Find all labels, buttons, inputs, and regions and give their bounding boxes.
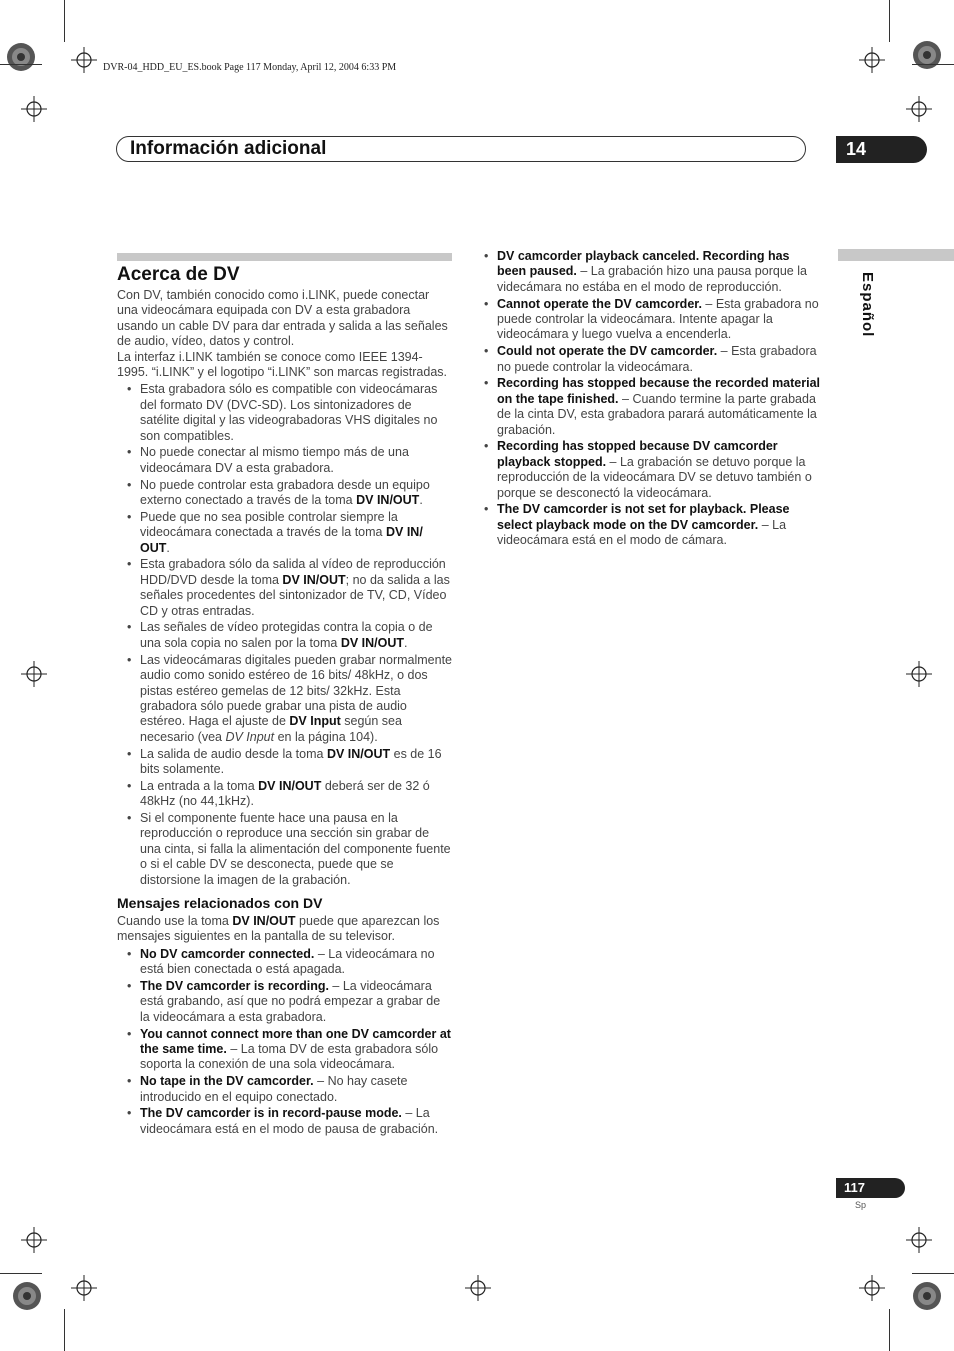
left-column <box>117 264 453 1139</box>
chapter-badge: 14 <box>836 136 927 163</box>
intro-paragraph: Con DV, también conocido como i.LINK, puede conectar una videocámara equipada con DV a esta grabadora usando un cable DV para dar entrada y salida a las señales de audio, vídeo, datos y control. <box>117 288 448 349</box>
crosshair-icon <box>71 1275 97 1301</box>
list-item: • Las videocámaras digitales pueden grabar normalmente audio como sonido estéreo de 16 bits/ 48kHz, o dos pistas estéreo gemelas de 12 bits/ 32kHz. Esta grabadora sólo puede grabar una pista de audio estéreo. Haga el ajuste de DV Input según sea necesario (vea DV Input en la página 104). <box>117 653 453 745</box>
crosshair-icon <box>71 47 97 73</box>
intro-paragraph: La interfaz i.LINK también se conoce como IEEE 1394-1995. “i.LINK” y el logotipo “i.LINK” son marcas registradas. <box>117 349 447 380</box>
trim-mark <box>912 64 954 65</box>
list-item: • La salida de audio desde la toma DV IN/OUT es de 16 bits solamente. <box>117 747 453 778</box>
subsection-title: Mensajes relacionados con DV <box>117 894 323 911</box>
page-title: Información adicional <box>130 138 327 159</box>
list-item: • No puede conectar al mismo tiempo más de una videocámara DV a esta grabadora. <box>117 445 453 476</box>
list-item: • Puede que no sea posible controlar siempre la videocámara conectada a través de la toma DV IN/ OUT. <box>117 510 453 556</box>
messages-list <box>117 947 453 1137</box>
crosshair-icon <box>859 47 885 73</box>
notes-list <box>117 382 453 888</box>
crosshair-icon <box>859 1275 885 1301</box>
list-item: • Si el componente fuente hace una pausa en la reproducción o reproduce una sección sin grabar de una cinta, si falla la alimentación del componente fuente o si el cable DV se desconecta, puede que se distorsione la imagen de la grabación. <box>117 811 453 888</box>
subsection-intro: Cuando use la toma DV IN/OUT puede que aparezcan los mensajes siguientes en la pantalla de su televisor. <box>117 913 440 944</box>
registration-rosette-bottom-left <box>12 1281 42 1311</box>
crosshair-icon <box>21 96 47 122</box>
crosshair-icon <box>906 661 932 687</box>
crosshair-icon <box>465 1275 491 1301</box>
trim-mark <box>889 1309 890 1351</box>
list-item: • Recording has stopped because the recorded material on the tape finished. – Cuando termine la parte grabada de la cinta DV, esta grabadora parará automáticamente la grabación. <box>484 376 820 438</box>
trim-mark <box>0 1273 42 1274</box>
trim-mark <box>64 0 65 42</box>
list-item: • Cannot operate the DV camcorder. – Esta grabadora no puede controlar la videocámara. Intente apagar la videocámara y luego vuelva a encenderla. <box>484 297 820 343</box>
list-item: • Recording has stopped because DV camcorder playback stopped. – La grabación se detuvo porque la reproducción de la videocámara DV se detuvo también o porque se desconectó la videocámara. <box>484 439 820 501</box>
list-item: • No DV camcorder connected. – La videocámara no está bien conectada o está apagada. <box>117 947 453 978</box>
list-item: • No tape in the DV camcorder. – No hay casete introducido en el equipo conectado. <box>117 1074 453 1105</box>
list-item: • Esta grabadora sólo da salida al vídeo de reproducción HDD/DVD desde la toma DV IN/OUT; no da salida a las señales procedentes del sintonizador de TV, CD, Vídeo CD y otras entradas. <box>117 557 453 619</box>
trim-mark <box>0 64 42 65</box>
list-item: • Las señales de vídeo protegidas contra la copia o de una sola copia no salen por la toma DV IN/OUT. <box>117 620 453 651</box>
page-language-code: Sp <box>855 1200 867 1210</box>
page-number: 117 <box>836 1178 905 1198</box>
language-tab-bar <box>838 249 954 261</box>
list-item: • The DV camcorder is in record-pause mode. – La videocámara está en el modo de pausa de grabación. <box>117 1106 453 1137</box>
crosshair-icon <box>906 96 932 122</box>
crosshair-icon <box>21 1227 47 1253</box>
trim-mark <box>889 0 890 42</box>
list-item: • The DV camcorder is not set for playback. Please select playback mode on the DV camcorder. – La videocámara está en el modo de cámara. <box>484 502 820 548</box>
crosshair-icon <box>21 661 47 687</box>
crosshair-icon <box>906 1227 932 1253</box>
list-item: • Esta grabadora sólo es compatible con videocámaras del formato DV (DVC-SD). Los sintonizadores de satélite digital y las videograbadoras VHS digitales no son compatibles. <box>117 382 453 444</box>
registration-rosette-top-right <box>912 40 942 70</box>
list-item: • The DV camcorder is recording. – La videocámara está grabando, así que no podrá empezar a grabar de la videocámara a esta grabadora. <box>117 979 453 1025</box>
registration-rosette-bottom-right <box>912 1281 942 1311</box>
messages-list <box>484 249 820 549</box>
list-item: • No puede controlar esta grabadora desde un equipo externo conectado a través de la toma DV IN/OUT. <box>117 478 453 509</box>
registration-rosette-top-left <box>6 42 36 72</box>
list-item: • You cannot connect more than one DV camcorder at the same time. – La toma DV de esta grabadora sólo soporta la conexión de una sola videocámara. <box>117 1027 453 1073</box>
trim-mark <box>912 1273 954 1274</box>
list-item: • Could not operate the DV camcorder. – Esta grabadora no puede controlar la videocámara. <box>484 344 820 375</box>
right-column <box>484 247 820 550</box>
file-info: DVR-04_HDD_EU_ES.book Page 117 Monday, April 12, 2004 6:33 PM <box>103 62 397 73</box>
list-item: • DV camcorder playback canceled. Recording has been paused. – La grabación hizo una pausa porque la videcámara no estába en el modo de reproducción. <box>484 249 820 295</box>
section-bar <box>117 253 452 261</box>
language-tab-label: Español <box>859 272 876 338</box>
section-title: Acerca de DV <box>117 264 240 285</box>
trim-mark <box>64 1309 65 1351</box>
list-item: • La entrada a la toma DV IN/OUT deberá ser de 32 ó 48kHz (no 44,1kHz). <box>117 779 453 810</box>
